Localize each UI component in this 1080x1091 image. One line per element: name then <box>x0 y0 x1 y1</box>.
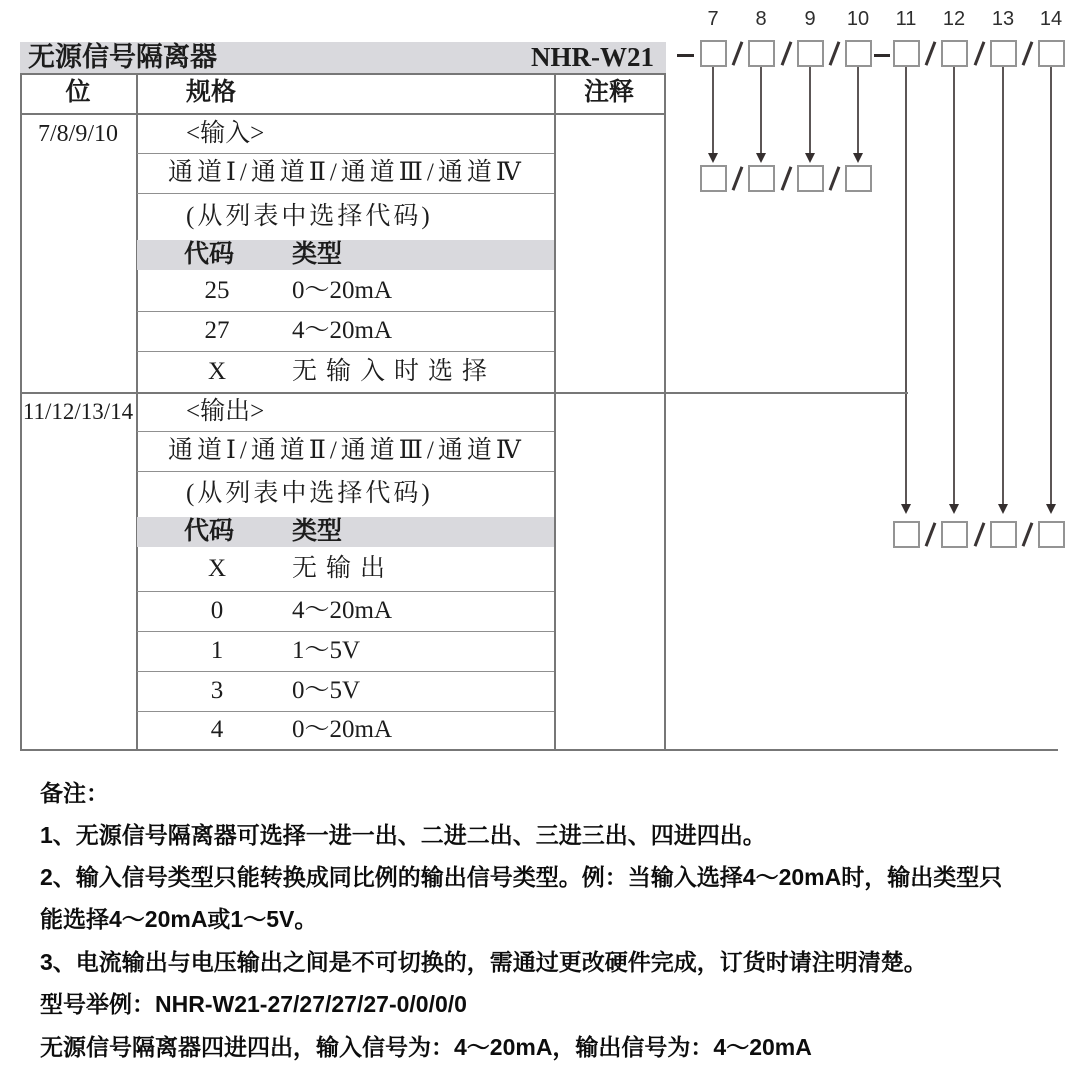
code-box-9 <box>797 40 824 67</box>
input-code-label: 代码 <box>184 241 235 268</box>
table-column-divider <box>136 73 138 751</box>
output-target-box-4 <box>1038 521 1065 548</box>
slash-separator <box>829 41 841 65</box>
column-header-note: 注释 <box>583 79 634 106</box>
model-number: NHR-W21 <box>531 42 654 72</box>
slash-separator <box>781 166 793 190</box>
digit-label-14: 14 <box>1039 8 1063 30</box>
arrow-down-icon <box>901 504 911 514</box>
note-line-2: 2、输入信号类型只能转换成同比例的输出信号类型。例：当输入选择4～20mA时，输出类型只 <box>40 864 1003 890</box>
output-type: 1～5V <box>292 637 361 664</box>
table-column-divider <box>554 73 556 751</box>
dash-separator <box>677 54 694 57</box>
output-type: 4～20mA <box>292 597 393 624</box>
code-box-14 <box>1038 40 1065 67</box>
note-line-2-cont: 能选择4～20mA或1～5V。 <box>40 906 318 932</box>
output-position: 11/12/13/14 <box>22 399 134 424</box>
input-type-label: 类型 <box>292 241 343 268</box>
code-box-12 <box>941 40 968 67</box>
arrow-down-icon <box>1046 504 1056 514</box>
pointer-line-13 <box>1002 67 1004 504</box>
input-channels: 通道Ⅰ/通道Ⅱ/通道Ⅲ/通道Ⅳ <box>168 159 525 186</box>
code-box-13 <box>990 40 1017 67</box>
output-code: 4 <box>210 716 224 743</box>
output-type: 无输出 <box>292 555 395 582</box>
input-hint: (从列表中选择代码) <box>186 203 433 230</box>
slash-separator <box>732 41 744 65</box>
arrow-down-icon <box>998 504 1008 514</box>
arrow-down-icon <box>949 504 959 514</box>
input-title: <输入> <box>186 120 265 147</box>
dash-separator <box>874 54 890 57</box>
output-type: 0～20mA <box>292 716 393 743</box>
output-code: X <box>207 555 227 582</box>
output-hint: (从列表中选择代码) <box>186 480 433 507</box>
code-box-8 <box>748 40 775 67</box>
output-type-label: 类型 <box>292 518 343 545</box>
input-target-box-1 <box>700 165 727 192</box>
output-target-box-2 <box>941 521 968 548</box>
model-example-desc: 无源信号隔离器四进四出，输入信号为：4～20mA，输出信号为：4～20mA <box>40 1034 812 1060</box>
input-code: 25 <box>204 277 230 304</box>
input-target-box-4 <box>845 165 872 192</box>
input-type: 0～20mA <box>292 277 393 304</box>
input-target-box-3 <box>797 165 824 192</box>
notes-label: 备注： <box>40 780 109 806</box>
input-type: 4～20mA <box>292 317 393 344</box>
slash-separator <box>974 522 986 546</box>
digit-label-13: 13 <box>991 8 1015 30</box>
input-position: 7/8/9/10 <box>37 121 118 147</box>
slash-separator <box>925 522 937 546</box>
slash-separator <box>1022 41 1034 65</box>
digit-label-8: 8 <box>755 8 767 30</box>
output-target-box-1 <box>893 521 920 548</box>
digit-label-10: 10 <box>846 8 870 30</box>
slash-separator <box>1022 522 1034 546</box>
output-target-box-3 <box>990 521 1017 548</box>
column-header-spec: 规格 <box>186 79 237 106</box>
arrow-down-icon <box>805 153 815 163</box>
arrow-down-icon <box>853 153 863 163</box>
pointer-line-11 <box>905 67 907 504</box>
output-title: <输出> <box>186 398 265 425</box>
input-code: X <box>207 358 227 385</box>
digit-label-7: 7 <box>707 8 719 30</box>
output-code: 3 <box>210 677 224 704</box>
page-title: 无源信号隔离器 <box>28 42 217 72</box>
note-line-3: 3、电流输出与电压输出之间是不可切换的，需通过更改硬件完成，订货时请注明清楚。 <box>40 949 927 975</box>
slash-separator <box>829 166 841 190</box>
pointer-line-7 <box>712 67 714 153</box>
output-channels: 通道Ⅰ/通道Ⅱ/通道Ⅲ/通道Ⅳ <box>168 437 525 464</box>
output-code-label: 代码 <box>184 518 235 545</box>
digit-label-12: 12 <box>942 8 966 30</box>
table-border <box>664 73 666 751</box>
pointer-line-14 <box>1050 67 1052 504</box>
slash-separator <box>781 41 793 65</box>
slash-separator <box>925 41 937 65</box>
output-type: 0～5V <box>292 677 361 704</box>
model-example: 型号举例：NHR-W21-27/27/27/27-0/0/0/0 <box>40 991 467 1017</box>
slash-separator <box>974 41 986 65</box>
input-type: 无输入时选择 <box>292 358 497 385</box>
digit-label-11: 11 <box>895 8 917 30</box>
arrow-down-icon <box>708 153 718 163</box>
arrow-down-icon <box>756 153 766 163</box>
code-box-11 <box>893 40 920 67</box>
output-code: 1 <box>210 637 224 664</box>
pointer-line-12 <box>953 67 955 504</box>
code-box-7 <box>700 40 727 67</box>
note-line-1: 1、无源信号隔离器可选择一进一出、二进二出、三进三出、四进四出。 <box>40 822 766 848</box>
pointer-line-9 <box>809 67 811 153</box>
pointer-line-8 <box>760 67 762 153</box>
input-target-box-2 <box>748 165 775 192</box>
table-bottom-border <box>20 749 1058 751</box>
slash-separator <box>732 166 744 190</box>
column-header-position: 位 <box>65 79 91 106</box>
code-box-10 <box>845 40 872 67</box>
input-code: 27 <box>204 317 230 344</box>
digit-label-9: 9 <box>804 8 816 30</box>
output-code: 0 <box>210 597 224 624</box>
table-row-divider <box>20 392 908 394</box>
pointer-line-10 <box>857 67 859 153</box>
